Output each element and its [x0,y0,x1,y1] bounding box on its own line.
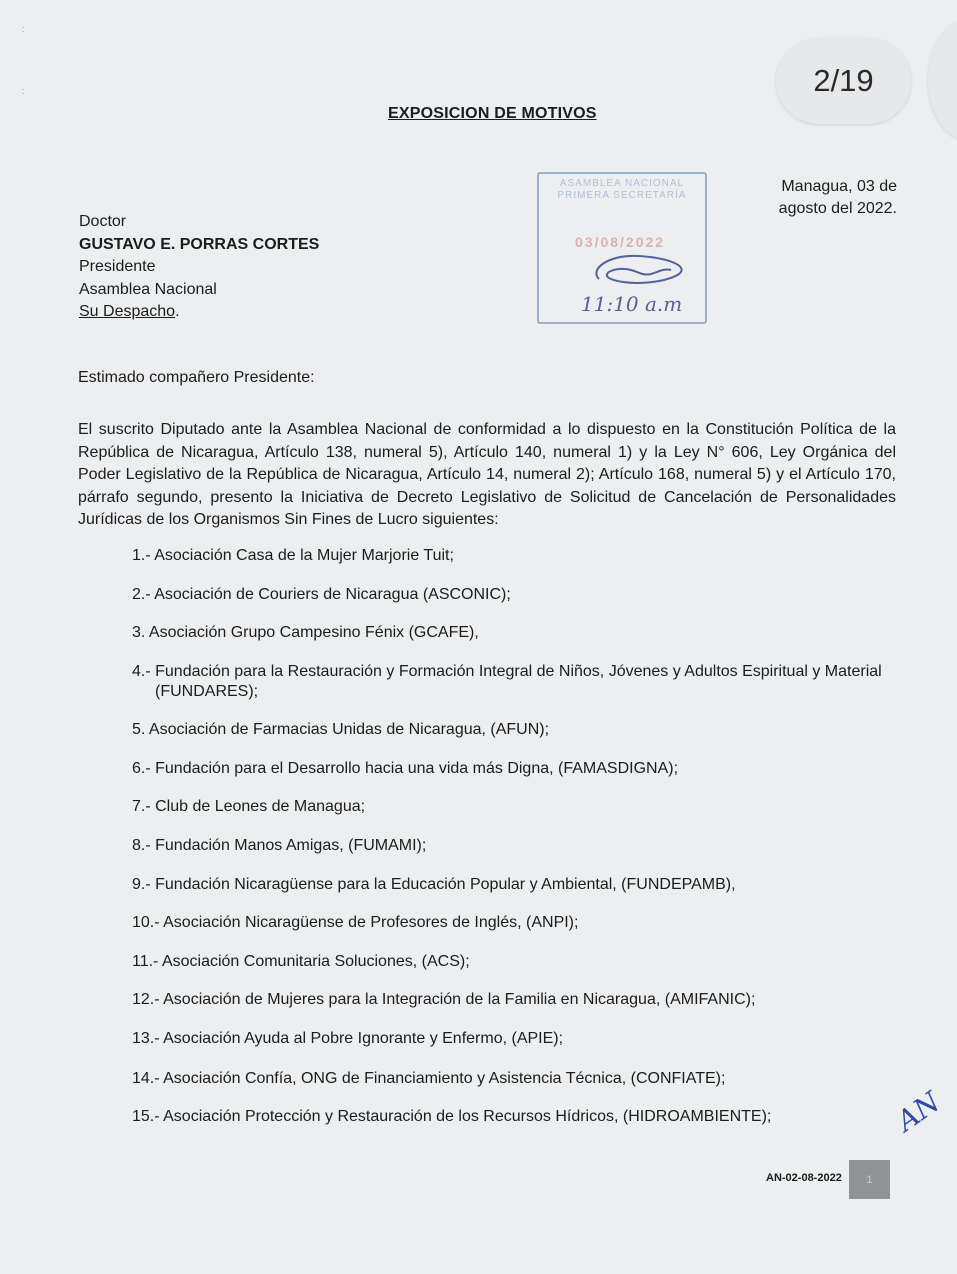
addressee-institution: Asamblea Nacional [79,280,217,298]
stamp-line: PRIMERA SECRETARÍA [557,190,687,201]
list-item: 7.- Club de Leones de Managua; [132,798,366,815]
date-line: Managua, 03 de [781,178,897,195]
list-item: 9.- Fundación Nicaragüense para la Educación Popular y Ambiental, (FUNDEPAMB), [132,876,736,893]
list-item: 1.- Asociación Casa de la Mujer Marjorie Tuit; [132,547,454,564]
document-date [760,176,897,220]
handwritten-initials: AN [890,1085,947,1138]
addressee-role: Presidente [79,258,156,275]
stamp-time: 11:10 a.m [581,292,683,316]
list-item-continuation: (FUNDARES); [155,683,259,700]
list-item: 4.- Fundación para la Restauración y Formación Integral de Niños, Jóvenes y Adultos Espiritual y Material [132,663,882,680]
stamp-line: ASAMBLEA NACIONAL [559,178,685,189]
page-indicator: 2/19 [776,38,911,124]
addressee-block [79,211,319,324]
page-number-badge: 1 [849,1160,890,1199]
list-item: 2.- Asociación de Couriers de Nicaragua (ASCONIC); [132,586,511,603]
list-item: 11.- Asociación Comunitaria Soluciones, (ACS); [132,953,470,970]
next-page-button[interactable] [928,20,957,140]
list-item: 13.- Asociación Ayuda al Pobre Ignorante y Enfermo, (APIE); [132,1030,564,1047]
received-stamp [537,172,707,324]
list-item: 10.- Asociación Nicaragüense de Profesores de Inglés, (ANPI); [132,914,579,931]
date-line: agosto del 2022. [778,200,897,217]
scan-mark: : [22,24,25,34]
stamp-date: 03/08/2022 [575,234,666,250]
list-item: 15.- Asociación Protección y Restauración de los Recursos Hídricos, (HIDROAMBIENTE); [132,1108,772,1125]
list-item: 3. Asociación Grupo Campesino Fénix (GCAFE), [132,624,479,641]
document-title: EXPOSICION DE MOTIVOS [388,105,597,122]
despacho-period: . [175,303,180,320]
despacho-text: Su Despacho [79,303,176,320]
greeting: Estimado compañero Presidente: [78,369,315,386]
scan-mark: : [22,86,25,96]
list-item: 14.- Asociación Confía, ONG de Financiamiento y Asistencia Técnica, (CONFIATE); [132,1070,726,1087]
list-item: 12.- Asociación de Mujeres para la Integración de la Familia en Nicaragua, (AMIFANIC); [132,991,756,1008]
intro-paragraph: El suscrito Diputado ante la Asamblea Nacional de conformidad a lo dispuesto en la Constitución Política de la República de Nicaragua, Artículo 138, numeral 5), Artículo 140, numeral 1) y la Ley N° 606, Ley Orgánica del Poder Legislativo de la República de Nicaragua, Artículo 14, numeral 2); Artículo 168, numeral 5) y el Artículo 170, párrafo segundo, presento la Iniciativa de Decreto Legislativo de Solicitud de Cancelación de Personalidades Jurídicas de los Organismos Sin Fines de Lucro siguientes: [78,421,896,528]
addressee-name: GUSTAVO E. PORRAS CORTES [79,235,320,253]
footer-code: AN-02-08-2022 [766,1172,842,1184]
list-item: 8.- Fundación Manos Amigas, (FUMAMI); [132,837,427,854]
addressee-title: Doctor [79,213,127,230]
list-item: 5. Asociación de Farmacias Unidas de Nicaragua, (AFUN); [132,721,550,738]
list-item: 6.- Fundación para el Desarrollo hacia una vida más Digna, (FAMASDIGNA); [132,760,679,777]
addressee-despacho [79,301,319,324]
